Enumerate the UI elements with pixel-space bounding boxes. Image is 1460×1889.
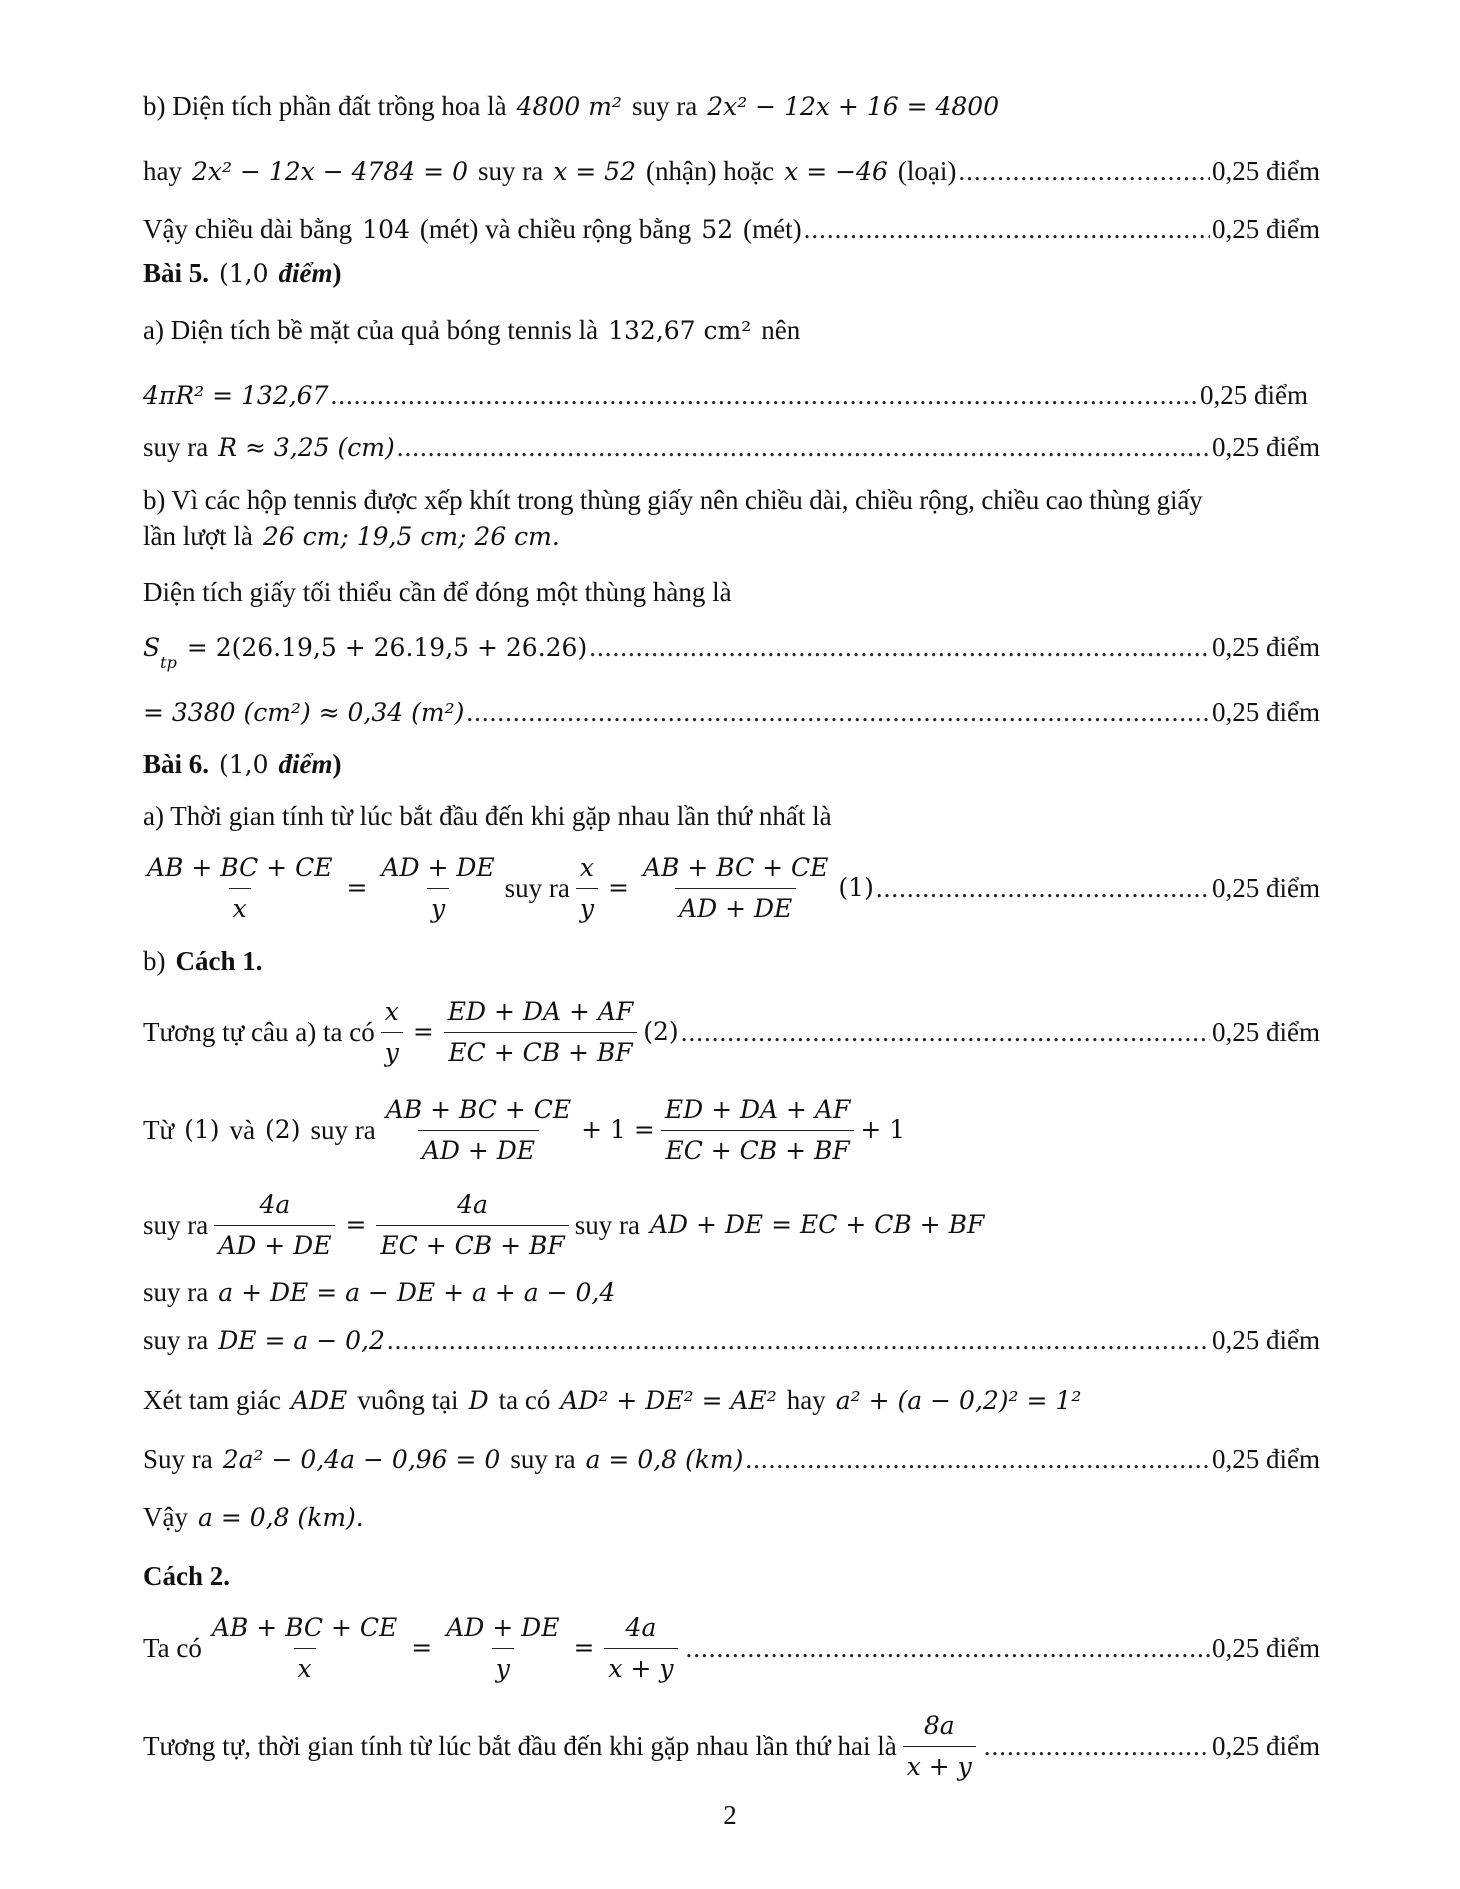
line-pythagoras: Xét tam giác ADE vuông tại D ta có AD² + DE² = AE² hay a² + (a − 0,2)² = 1² [143,1380,1320,1421]
line-eq-2: Tương tự câu a) ta có $\frac{x}{y}$ = $\frac{ED + DA + AF}{EC + CB + BF}$ (2) ..... 0,25 điểm [143,990,1320,1074]
line-second-meeting [143,1704,1320,1788]
math-equation: AD² + DE² = AE² [560,1386,777,1415]
fraction: $\frac{ED + DA + AF}{EC + CB + BF}$ [444,995,637,1070]
text: ta có [498,1385,551,1415]
fraction: $\frac{4a}{EC + CB + BF}$ [376,1188,568,1263]
text: và [229,1115,256,1145]
line-area-result [143,692,1320,733]
math-subscript: tp [160,653,177,672]
leader-dots [804,209,1210,249]
text: hay [786,1385,826,1415]
score: 0,25 điểm [1212,1017,1320,1047]
fraction: $\frac{4a}{AD + DE}$ [214,1188,335,1263]
text: vuông tại [357,1385,459,1415]
text: suy ra [143,1210,209,1240]
line-5b-box-statement [143,480,1320,520]
leader-dots [686,1628,1211,1668]
exercise-label: Bài 6. [143,749,210,779]
fraction: $\frac{AD + DE}{y}$ [377,851,498,926]
score: 0,25 điểm [1212,697,1320,727]
score: 0,25 điểm [1212,1731,1320,1761]
math-equation: = 2(26.19,5 + 26.19,5 + 26.26) [186,633,588,662]
math-root: x = 52 [553,157,636,186]
math-equation: 4πR² = 132,67 [143,381,329,410]
exercise-label: Bài 5. [143,258,210,288]
text: b) [143,946,166,976]
text: suy ra [143,1325,209,1355]
text: suy ra [631,91,698,121]
line-5b-flower-area [143,86,1320,127]
text: a) Diện tích bề mặt của quả bóng tennis là [143,315,599,345]
line-cach2-eq: Ta có $\frac{AB + BC + CE}{x}$ = $\frac{AD + DE}{y}$ = $\frac{4a}{x + y}$ ..... 0,25 điểm [143,1606,1320,1690]
math-area: 4800 m² [516,92,622,121]
leader-dots [387,1320,1210,1360]
text: suy ra [310,1115,376,1145]
math-value: 52 [701,215,734,244]
text: suy ra [143,432,209,462]
leader-dots [466,692,1210,732]
leader-dots [589,627,1210,667]
text: (mét) và chiều rộng bằng [419,214,692,244]
fraction: $\frac{AB + BC + CE}{AD + DE}$ [382,1093,575,1168]
line-cach-1 [143,941,1320,981]
text: Suy ra [143,1444,213,1474]
text: (loại) [897,156,957,186]
text: Xét tam giác [143,1385,281,1415]
text: lần lượt là [143,521,253,551]
line-a-solve [143,1439,1320,1480]
leader-dots [984,1726,1210,1766]
math-equation: DE = a − 0,2 [218,1326,385,1355]
text: Vậy [143,1502,188,1532]
line-eq-1: $\frac{AB + BC + CE}{x}$ = $\frac{AD + DE}{y}$ suy ra $\frac{x}{y}$ = $\frac{AB + BC + CE}{AD + DE}$ (1) ..... 0,25 điểm [143,846,1320,930]
text: hay [143,156,182,186]
line-cach-2 [143,1556,1320,1596]
fraction: $\frac{AD + DE}{y}$ [442,1611,563,1686]
math-root: x = −46 [784,157,888,186]
math-equation: 2x² − 12x − 4784 = 0 [191,157,468,186]
page-number: 2 [723,1800,737,1830]
points-word: điểm [278,258,333,288]
math-area: 132,67 cm² [608,316,752,345]
leader-dots [331,375,1199,415]
leader-dots [681,1012,1210,1052]
math-symbol: S [143,633,161,662]
text: nên [761,315,801,345]
line-quadratic-solution [143,151,1320,192]
fraction: $\frac{AB + BC + CE}{x}$ [143,851,336,926]
equation-number: (2) [643,1017,679,1046]
fraction: $\frac{8a}{x + y}$ [903,1709,976,1784]
text: Từ [143,1115,175,1145]
text: suy ra [574,1210,640,1240]
fraction: $\frac{ED + DA + AF}{EC + CB + BF}$ [661,1093,854,1168]
heading-bai-5 [143,253,1320,294]
math-equation: a + DE = a − DE + a + a − 0,4 [218,1278,616,1307]
line-4a-fractions: suy ra $\frac{4a}{AD + DE}$ = $\frac{4a}{EC + CB + BF}$ suy ra AD + DE = EC + CB + BF [143,1183,1320,1267]
points-word: điểm [278,749,333,779]
score: 0,25 điểm [1212,432,1320,462]
fraction: $\frac{x}{y}$ [381,995,403,1070]
leader-dots [397,427,1210,467]
math-value: 104 [362,215,410,244]
line-box-sizes [143,516,1320,557]
text: Ta có [143,1633,202,1663]
text: suy ra [477,156,544,186]
math-equation: a = 0,8 (km) [585,1445,744,1474]
line-radius [143,427,1320,468]
math-equation: a = 0,8 (km). [197,1503,364,1532]
math-equation: AD + DE = EC + CB + BF [649,1210,985,1239]
fraction: $\frac{4a}{x + y}$ [604,1611,677,1686]
leader-dots [745,1439,1210,1479]
line-de-result [143,1320,1320,1361]
text: Vậy chiều dài bằng [143,214,353,244]
line-5a-surface-area [143,310,1320,351]
math-dimensions: 26 cm; 19,5 cm; 26 cm. [262,522,560,551]
math-equation: 2a² − 0,4a − 0,96 = 0 [222,1445,501,1474]
text: ) [332,258,342,288]
text: ) [332,749,342,779]
line-dimensions-result [143,209,1320,250]
text: a) Thời gian tính từ lúc bắt đầu đến khi gặp nhau lần thứ nhất là [143,801,832,831]
points-value: (1,0 [219,259,269,288]
text: suy ra [504,873,570,903]
math-equation: R ≈ 3,25 (cm) [218,433,395,462]
score: 0,25 điểm [1200,380,1308,410]
leader-dots [958,151,1210,191]
score: 0,25 điểm [1212,632,1320,662]
line-de-step [143,1272,1320,1313]
line-sphere-formula [143,375,1320,416]
fraction: $\frac{AB + BC + CE}{x}$ [208,1611,401,1686]
text: Tương tự, thời gian tính từ lúc bắt đầu đến khi gặp nhau lần thứ hai là [143,1731,897,1761]
equation-number: (1) [838,873,874,902]
text: Tương tự câu a) ta có [143,1017,375,1047]
line-combine-1-2: Từ (1) và (2) suy ra $\frac{AB + BC + CE}{AD + DE}$ + 1 = $\frac{ED + DA + AF}{EC + CB + BF}$ + 1 [143,1088,1320,1172]
score: 0,25 điểm [1212,873,1320,903]
math-equation: a² + (a − 0,2)² = 1² [835,1386,1082,1415]
points-value: (1,0 [219,750,269,779]
score: 0,25 điểm [1212,1325,1320,1355]
text: (nhận) hoặc [645,156,775,186]
line-total-surface [143,627,1320,671]
fraction: $\frac{x}{y}$ [576,851,598,926]
leader-dots [876,868,1210,908]
line-min-paper [143,572,1320,612]
method-label: Cách 2. [143,1561,230,1591]
text: b) Vì các hộp tennis được xếp khít trong thùng giấy nên chiều dài, chiều rộng, chiều cao thùng giấy [143,485,1203,515]
math-equation: 2x² − 12x + 16 = 4800 [707,92,1000,121]
score: 0,25 điểm [1212,1633,1320,1663]
fraction: $\frac{AB + BC + CE}{AD + DE}$ [639,851,832,926]
heading-bai-6 [143,744,1320,785]
text: b) Diện tích phần đất trồng hoa là [143,91,507,121]
line-a-conclusion [143,1497,1320,1538]
score: 0,25 điểm [1212,1444,1320,1474]
method-label: Cách 1. [175,946,263,976]
text: Diện tích giấy tối thiểu cần để đóng một thùng hàng là [143,577,732,607]
line-6a-statement [143,796,1320,836]
text: suy ra [510,1444,576,1474]
text: suy ra [143,1277,209,1307]
math-equation: = 3380 (cm²) ≈ 0,34 (m²) [143,698,465,727]
text: (mét) [743,214,802,244]
score: 0,25 điểm [1212,156,1320,186]
score: 0,25 điểm [1212,214,1320,244]
